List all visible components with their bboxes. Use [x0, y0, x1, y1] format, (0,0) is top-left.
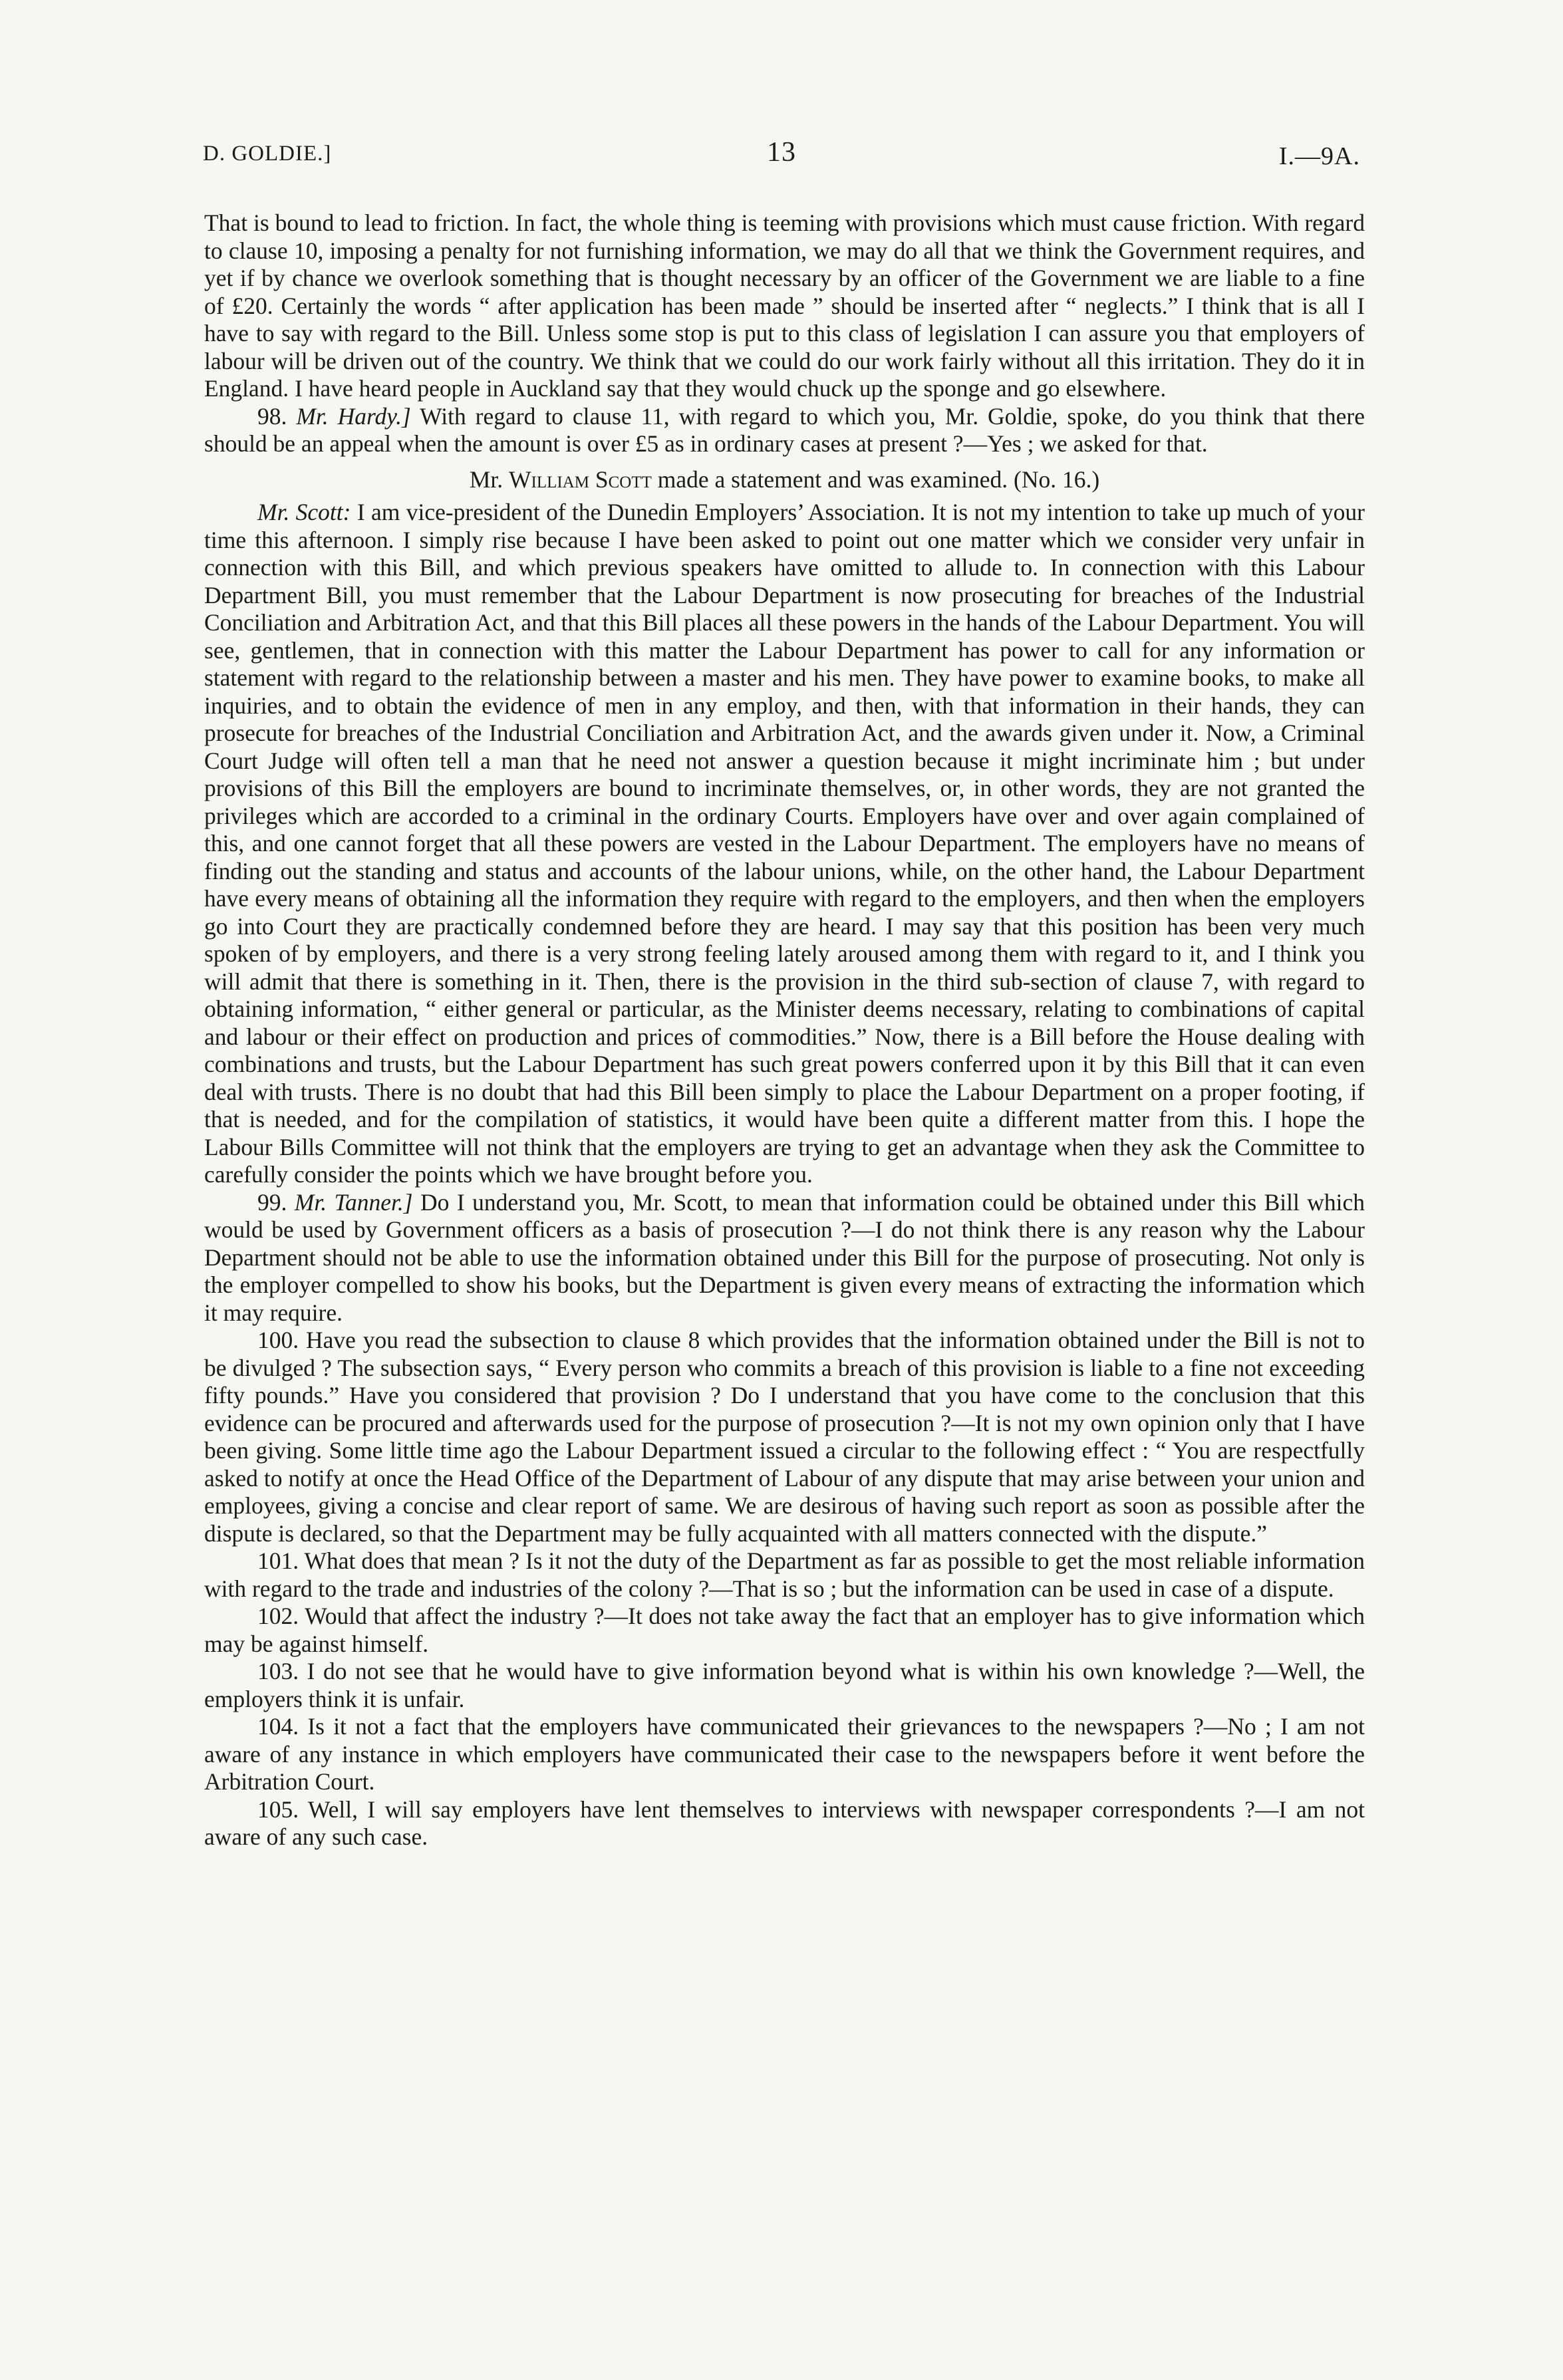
question-101: 101. What does that mean ? Is it not the duty of the Department as far as possible to get the most reliable information with regard to the trade and industries of the colony ?—That is so ; but the information can be used in case of a dispute.: [204, 1547, 1365, 1602]
header-witness: D. GOLDIE.]: [203, 142, 332, 166]
question-98: 98. Mr. Hardy.] With regard to clause 11, with regard to which you, Mr. Goldie, spoke, do you think that there should be an appeal when the amount is over £5 as in ordinary cases at present ?—Yes ; we asked for that.: [204, 402, 1365, 457]
page-number: 13: [767, 137, 796, 168]
witness-heading: Mr. William Scott made a statement and was examined. (No. 16.): [469, 465, 1100, 493]
question-105: 105. Well, I will say employers have lent themselves to interviews with newspaper correspondents ?—I am not aware of any such case.: [204, 1795, 1365, 1850]
speaker: Mr. Hardy.]: [296, 402, 411, 430]
question-104: 104. Is it not a fact that the employers have communicated their grievances to the newspapers ?—No ; I am not aware of any instance in which employers have communicated their case to the newspapers before it went before the Arbitration Court.: [204, 1713, 1365, 1795]
page-header: [203, 136, 1360, 176]
question-99: 99. Mr. Tanner.] Do I understand you, Mr. Scott, to mean that information could be obtained under this Bill which would be used by Government officers as a basis of prosecution ?—I do not think there is any reason why the Labour Department should not be able to use the information obtained under this Bill for the purpose of prosecuting. Not only is the employer compelled to show his books, but the Department is given every means of extracting the information which it may require.: [204, 1188, 1365, 1326]
question-100: 100. Have you read the subsection to clause 8 which provides that the information obtained under the Bill is not to be divulged ? The subsection says, “ Every person who commits a breach of this provision is liable to a fine not exceeding fifty pounds.” Have you considered that provision ? Do I understand that you have come to the conclusion that this evidence can be procured and afterwards used for the purpose of prosecution ?—It is not my own opinion only that I have been giving. Some little time ago the Labour Department issued a circular to the following effect : “ You are respectfully asked to notify at once the Head Office of the Department of Labour of any dispute that may arise between your union and employees, giving a concise and clear report of same. We are desirous of having such report as soon as possible after the dispute is declared, so that the Department may be fully acquainted with all matters connected with the dispute.”: [204, 1327, 1365, 1547]
question-103: 103. I do not see that he would have to give information beyond what is within his own knowledge ?—Well, the employers think it is unfair.: [204, 1658, 1365, 1712]
speaker: Mr. Scott:: [257, 499, 351, 525]
paragraph-continued: That is bound to lead to friction. In fact, the whole thing is teeming with provisions which must cause friction. With regard to clause 10, imposing a penalty for not furnishing information, we may do all that we think the Government requires, and yet if by chance we overlook something that is thought necessary by an officer of the Government we are liable to a fine of £20. Certainly the words “ after application has been made ” should be inserted after “ neglects.” I think that is all I have to say with regard to the Bill. Unless some stop is put to this class of legislation I can assure you that employers of labour will be driven out of the country. We think that we could do our work fairly without all this irritation. They do it in England. I have heard people in Auckland say that they would chuck up the sponge and go elsewhere.: [204, 209, 1365, 402]
paper-reference: I.—9A.: [1278, 142, 1360, 170]
document-body: [204, 209, 1365, 1851]
speaker: Mr. Tanner.]: [294, 1188, 413, 1216]
statement-scott: Mr. Scott: I am vice-president of the Dunedin Employers’ Association. It is not my intention to take up much of your time this afternoon. I simply rise because I have been asked to point out one matter which we consider very unfair in connection with this Bill, and which previous speakers have omitted to allude to. In connection with this Labour Department Bill, you must remember that the Labour Department is now prosecuting for breaches of the Industrial Conciliation and Arbitration Act, and that this Bill places all these powers in the hands of the Labour Department. You will see, gentlemen, that in connection with this matter the Labour Department has power to call for any information or statement with regard to the relationship between a master and his men. They have power to examine books, to make all inquiries, and to obtain the evidence of men in any employ, and then, with that information in their hands, they can prosecute for breaches of the Industrial Conciliation and Arbitration Act, and the awards given under it. Now, a Criminal Court Judge will often tell a man that he need not answer a question because it might incriminate him ; but under provisions of this Bill the employers are bound to incriminate themselves, or, in other words, they are not granted the privileges which are accorded to a criminal in the ordinary Courts. Employers have over and over again complained of this, and one cannot forget that all these powers are vested in the Labour Department. The employers have no means of finding out the standing and status and accounts of the labour unions, while, on the other hand, the Labour Department have every means of obtaining all the information they require with regard to the employers, and then when the employers go into Court they are practically condemned before they are heard. I may say that this position has been very much spoken of by employers, and there is a very strong feeling lately aroused among them with regard to it, and I think you will admit that there is something in it. Then, there is the provision in the third sub-section of clause 7, with regard to obtaining information, “ either general or particular, as the Minister deems necessary, relating to combinations of capital and labour or their effect on production and prices of commodities.” Now, there is a Bill before the House dealing with combinations and trusts, but the Labour Department has such great powers conferred upon it by this Bill that it can even deal with trusts. There is no doubt that had this Bill been simply to place the Labour Department on a proper footing, if that is needed, and for the compilation of statistics, it would have been quite a different matter from this. I hope the Labour Bills Committee will not think that the employers are trying to get an advantage when they ask the Committee to carefully consider the points which we have brought before you.: [204, 499, 1365, 1188]
question-102: 102. Would that affect the industry ?—It does not take away the fact that an employer has to give information which may be against himself.: [204, 1603, 1365, 1657]
